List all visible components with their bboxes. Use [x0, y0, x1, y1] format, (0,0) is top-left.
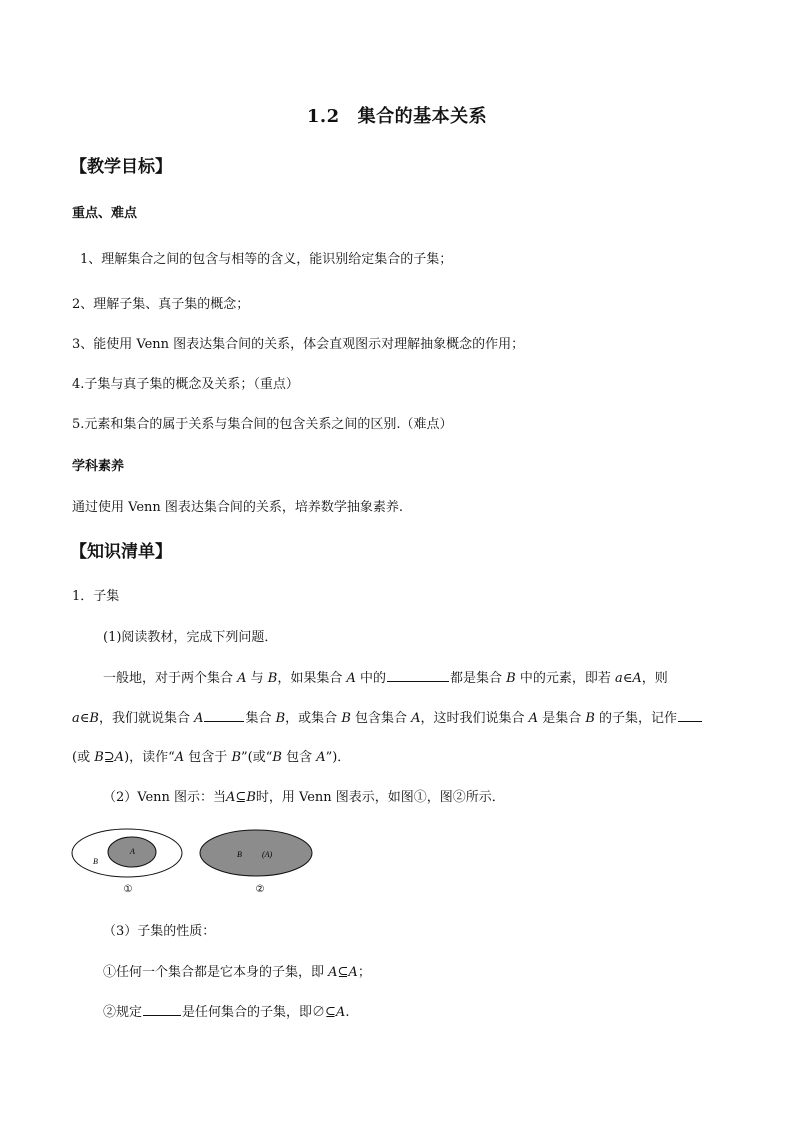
literacy-label: 学科素养	[72, 459, 125, 474]
subset-title: 1．子集	[72, 589, 120, 604]
objective-item-3: 3、能使用 Venn 图表达集合间的关系，体会直观图示对理解抽象概念的作用；	[72, 337, 525, 352]
objective-item-2: 2、理解子集、真子集的概念；	[72, 297, 250, 312]
venn-description: （2）Venn 图示：当A⊆B时，用 Venn 图表示，如图①，图②所示．	[103, 790, 505, 805]
fill-blank-3	[678, 708, 702, 722]
literacy-text: 通过使用 Venn 图表达集合间的关系，培养数学抽象素养.	[72, 500, 404, 515]
venn-label-b2: B	[237, 850, 242, 859]
key-points-label: 重点、难点	[72, 206, 138, 221]
venn-equal-sets-ellipse	[200, 830, 312, 876]
venn-label-b: B	[93, 857, 98, 866]
objective-item-1: 1、理解集合之间的包含与相等的含义，能识别给定集合的子集；	[80, 252, 453, 267]
venn-label-a2: (A)	[262, 850, 273, 859]
property-1: ①任何一个集合都是它本身的子集，即 A⊆A；	[103, 965, 371, 980]
venn-label-a: A	[130, 847, 135, 856]
venn-figure-2	[200, 830, 312, 895]
section-number: 1.2	[306, 106, 340, 127]
fill-blank-4	[143, 1002, 181, 1016]
fill-blank-2	[204, 708, 244, 722]
venn-diagrams	[70, 826, 330, 898]
figure-1-caption: ①	[123, 884, 133, 895]
subset-definition-line3: (或 B⊇A)，读作“A 包含于 B”(或“B 包含 A”)．	[72, 750, 351, 765]
figure-2-caption: ②	[255, 884, 265, 895]
property-2: ②规定 是任何集合的子集，即∅⊆A.	[103, 1001, 349, 1020]
objective-item-5: 5.元素和集合的属于关系与集合间的包含关系之间的区别.（难点）	[72, 417, 453, 432]
subset-definition-line2: a∈B，我们就说集合 A 集合 B，或集合 B 包含集合 A，这时我们说集合 A 是集合 B 的子集，记作	[72, 707, 703, 726]
objective-item-4: 4.子集与真子集的概念及关系；（重点）	[72, 377, 299, 392]
venn-figure-1	[72, 829, 182, 895]
subset-definition-line1: 一般地，对于两个集合 A 与 B，如果集合 A 中的 都是集合 B 中的元素，即若 a∈A，则	[103, 667, 668, 686]
subset-properties-title: （3）子集的性质：	[103, 924, 216, 939]
title-text: 集合的基本关系	[357, 106, 488, 127]
fill-blank-1	[387, 668, 449, 682]
reading-instruction: (1)阅读教材，完成下列问题．	[103, 630, 278, 645]
objectives-heading: 【教学目标】	[70, 157, 172, 177]
knowledge-heading: 【知识清单】	[70, 542, 172, 562]
page-title	[0, 102, 794, 128]
